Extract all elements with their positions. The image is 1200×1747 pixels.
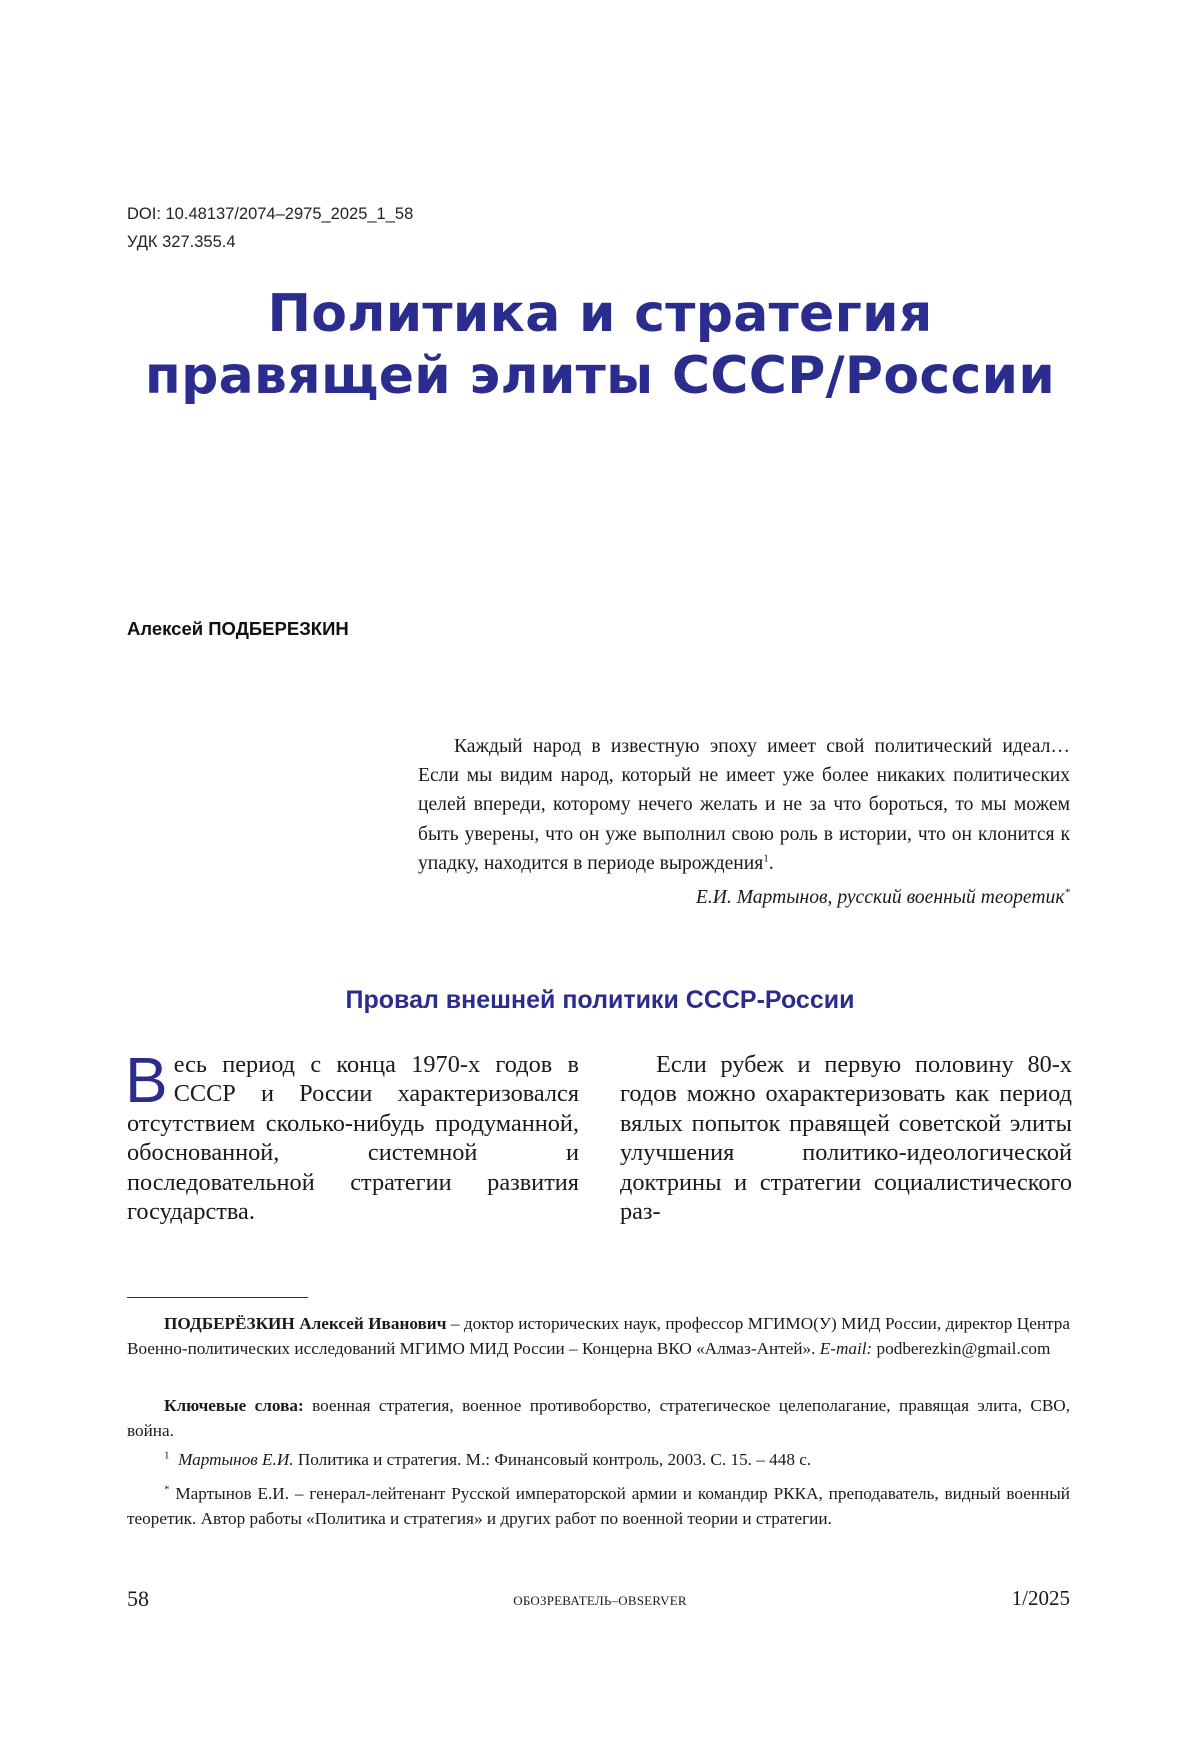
footnote-1 bbox=[127, 1447, 1070, 1472]
drop-cap: В bbox=[125, 1054, 168, 1106]
footnote-star-text: Мартынов Е.И. – генерал-лейтенант Русской императорской армии и командир РККА, преподаватель, видный военный теоретик. Автор работы «Политика и стратегия» и других работ по военной теории и стратегии. bbox=[127, 1484, 1070, 1528]
doi-line: DOI: 10.48137/2074–2975_2025_1_58 bbox=[127, 205, 413, 224]
email-address[interactable]: podberezkin@gmail.com bbox=[872, 1339, 1050, 1358]
epigraph-end: . bbox=[769, 853, 774, 874]
bio-text: – доктор исторических наук, профессор МГИМО(У) МИД России, директор Центра Военно-политических исследований МГИМО МИД России – Концерна ВКО «Алмаз-Антей». bbox=[127, 1314, 1070, 1358]
udk-line: УДК 327.355.4 bbox=[127, 233, 236, 252]
body-left-text: есь период с конца 1970-х годов в СССР и России характеризовался отсутствием сколько-нибудь продуманной, обоснованной, системной и последовательной стратегии развития государства. bbox=[127, 1051, 579, 1225]
epigraph-text bbox=[418, 732, 1070, 878]
author-name: Алексей ПОДБЕРЕЗКИН bbox=[127, 618, 349, 640]
email-label: E-mail: bbox=[820, 1339, 873, 1358]
title-line-1: Политика и стратегия bbox=[60, 283, 1140, 345]
footnote-star-mark: * bbox=[164, 1483, 170, 1495]
page-number: 58 bbox=[127, 1586, 149, 1612]
footnote-1-text: Политика и стратегия. М.: Финансовый контроль, 2003. С. 15. – 448 с. bbox=[294, 1450, 812, 1469]
article-title bbox=[60, 283, 1140, 407]
keywords-label: Ключевые слова: bbox=[164, 1396, 304, 1415]
footnote-keywords bbox=[127, 1393, 1070, 1443]
bio-name: ПОДБЕРЁЗКИН Алексей Иванович bbox=[164, 1314, 446, 1333]
keywords-text: военная стратегия, военное противоборство, стратегическое целеполагание, правящая элита, СВО, война. bbox=[127, 1396, 1070, 1440]
journal-name: ОБОЗРЕВАТЕЛЬ–OBSERVER bbox=[460, 1593, 740, 1609]
footnote-divider bbox=[127, 1297, 308, 1298]
footnote-1-mark: 1 bbox=[164, 1449, 170, 1461]
issue-number: 1/2025 bbox=[1012, 1586, 1070, 1611]
footnote-1-author: Мартынов Е.И. bbox=[178, 1450, 293, 1469]
title-line-2: правящей элиты СССР/России bbox=[60, 345, 1140, 407]
epigraph-attribution bbox=[418, 883, 1070, 912]
section-heading: Провал внешней политики СССР-России bbox=[60, 986, 1140, 1015]
epigraph bbox=[418, 732, 1070, 912]
epigraph-footnote-mark: 1 bbox=[763, 852, 769, 864]
footnote-author-bio bbox=[127, 1311, 1070, 1361]
epigraph-quote: Каждый народ в известную эпоху имеет свой политический идеал… Если мы видим народ, который не имеет уже более никаких политических целей впереди, которому нечего желать и не за что бороться, то мы можем быть уверены, что он уже выполнил свою роль в истории, что он клонится к упадку, находится в периоде вырождения bbox=[418, 736, 1070, 874]
body-column-left bbox=[127, 1050, 579, 1226]
body-column-right: Если рубеж и первую половину 80-х годов можно охарактеризовать как период вялых попыток правящей советской элиты улучшения политико-идеологической доктрины и стратегии социалистического раз- bbox=[620, 1050, 1072, 1226]
footnote-star bbox=[127, 1481, 1070, 1531]
attribution-mark: * bbox=[1065, 886, 1071, 898]
attribution-text: Е.И. Мартынов, русский военный теоретик bbox=[696, 887, 1065, 908]
